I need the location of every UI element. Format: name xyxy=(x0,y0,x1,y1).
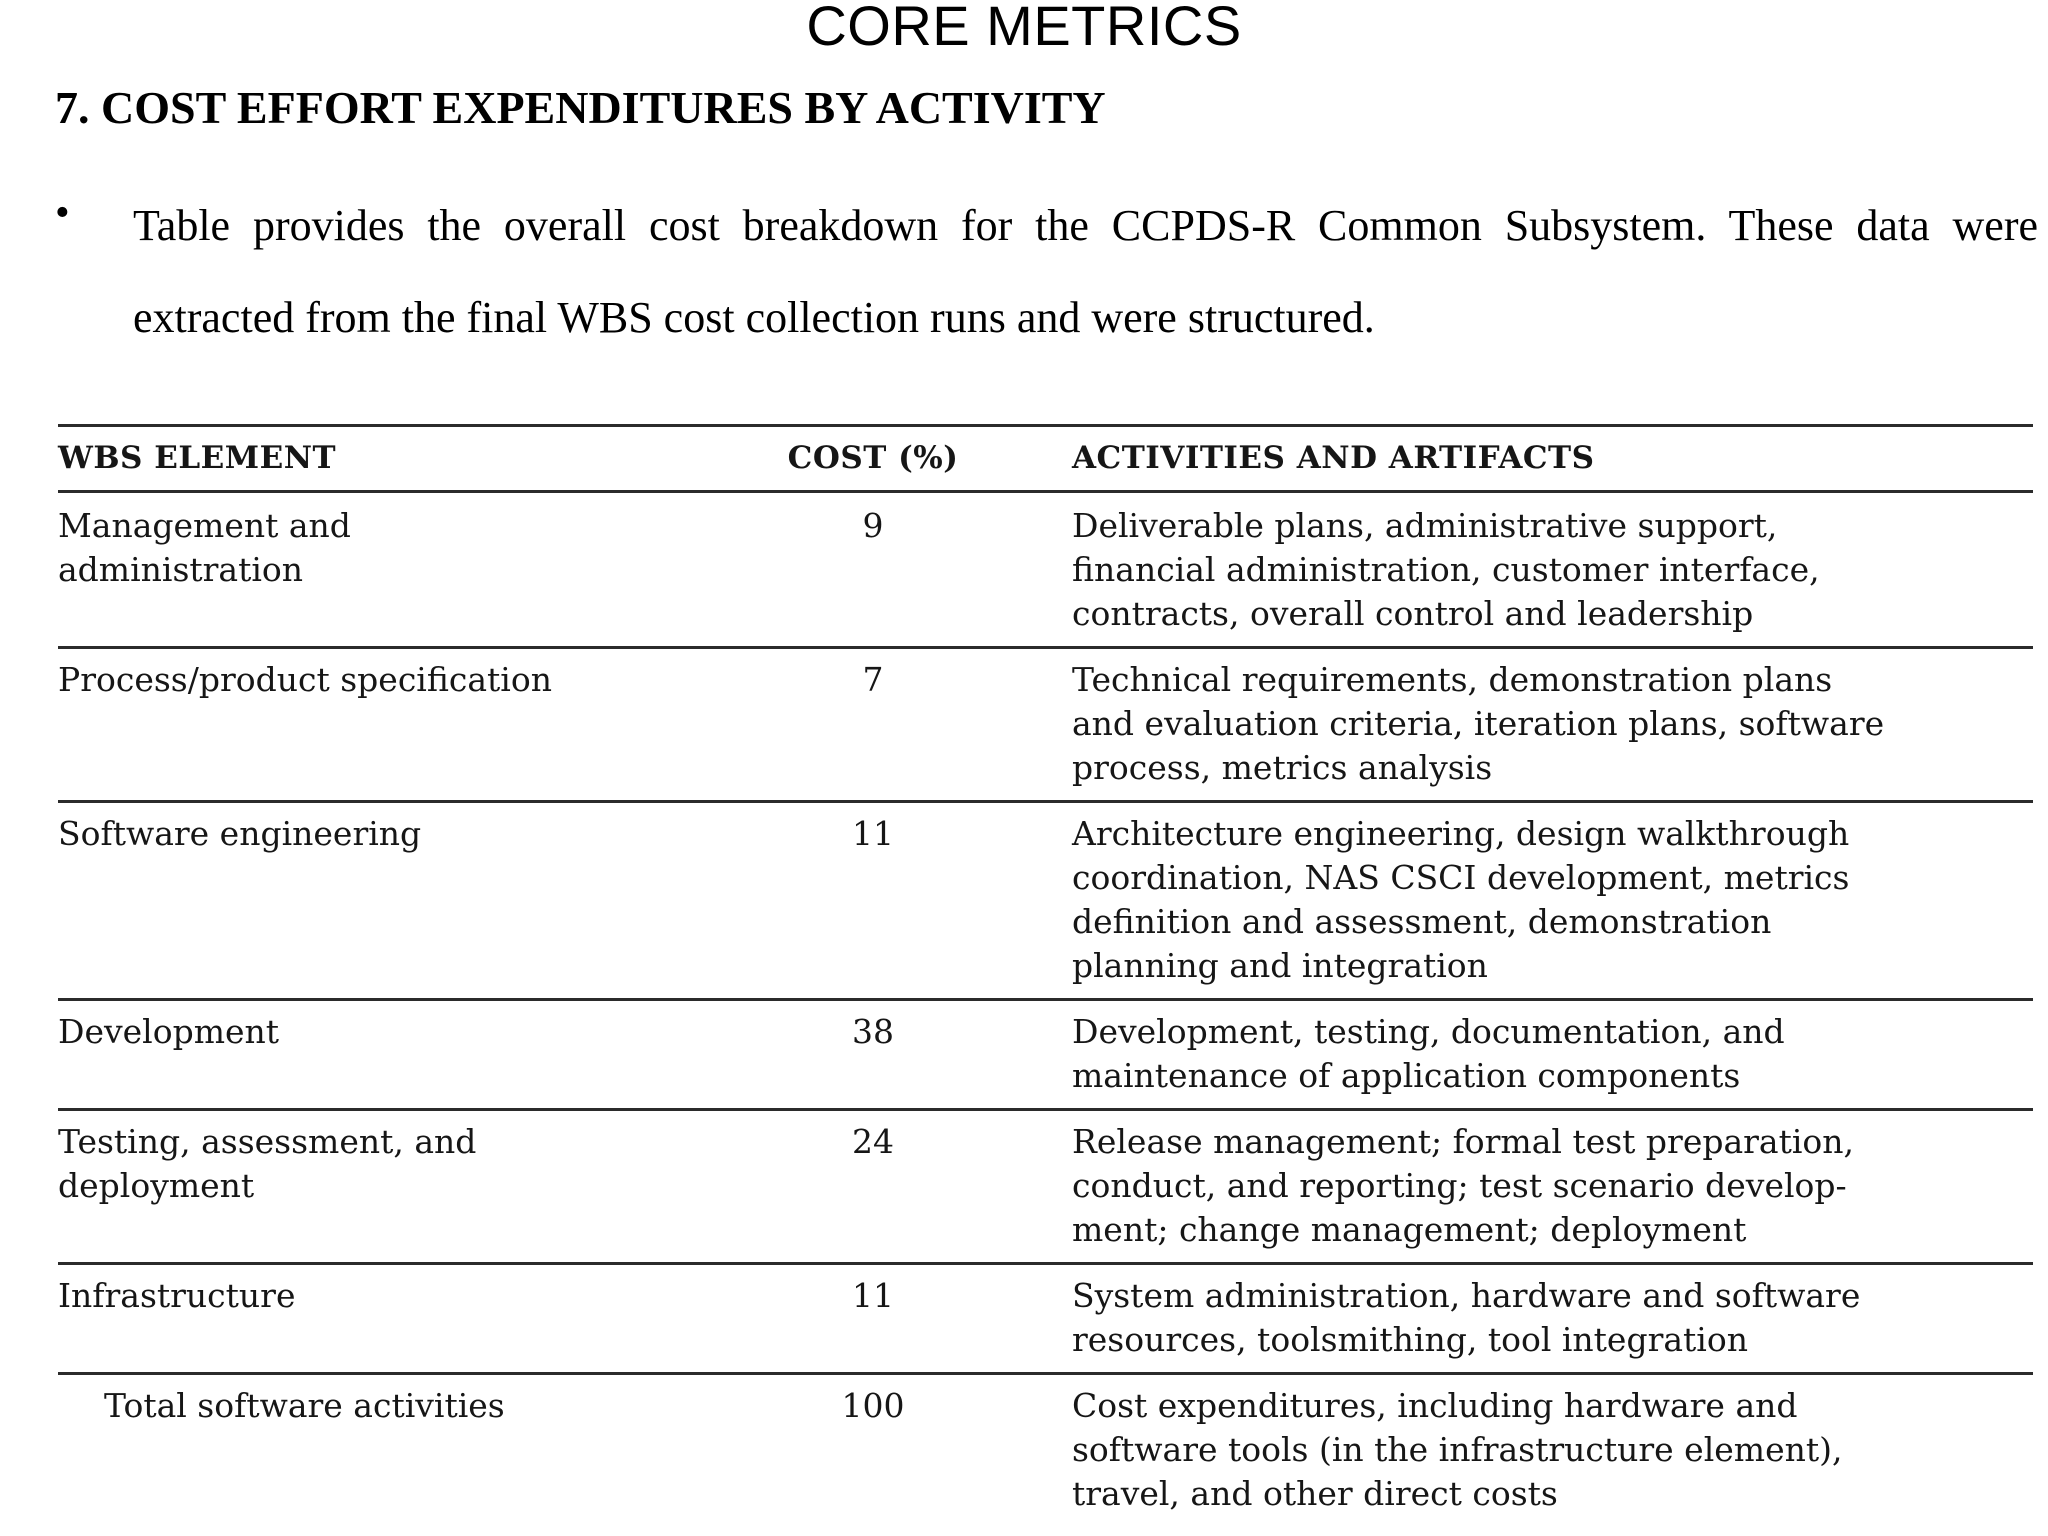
table-row-total xyxy=(58,1374,2033,1524)
table-row xyxy=(58,648,2033,798)
header-activities: ACTIVITIES AND ARTIFACTS xyxy=(1072,440,1595,476)
wbs-element-cell: Total software activities xyxy=(104,1386,505,1425)
table-row xyxy=(58,494,2033,644)
activities-cell: Deliverable plans, administrative support, financial administration, customer interface, contracts, overall control and leadership xyxy=(1072,506,1820,633)
cost-cell: 7 xyxy=(862,660,884,699)
wbs-element-cell: Software engineering xyxy=(58,814,422,853)
header-wbs-element: WBS ELEMENT xyxy=(58,440,337,476)
cost-cell: 11 xyxy=(852,1276,894,1315)
slide-title: CORE METRICS xyxy=(806,0,1242,57)
table-row xyxy=(58,1110,2033,1260)
header-cost: COST (%) xyxy=(787,440,959,476)
bullet-marker: • xyxy=(55,190,70,236)
bullet-text: Table provides the overall cost breakdown for the CCPDS-R Common Subsystem. These data were extracted from the final WBS cost collection runs and were structured. xyxy=(133,201,2038,342)
cost-cell: 38 xyxy=(852,1012,894,1051)
cost-cell: 9 xyxy=(862,506,884,545)
wbs-element-cell: Testing, assessment, and deployment xyxy=(58,1122,477,1205)
section-heading: 7. COST EFFORT EXPENDITURES BY ACTIVITY xyxy=(55,82,1106,133)
activities-cell: System administration, hardware and software resources, toolsmithing, tool integration xyxy=(1072,1276,1861,1359)
table-row xyxy=(58,1264,2033,1370)
header-bottom-rule xyxy=(58,490,2033,493)
table-row xyxy=(58,802,2033,996)
activities-cell: Technical requirements, demonstration plans and evaluation criteria, iteration plans, software process, metrics analysis xyxy=(1072,660,1885,787)
cost-cell: 24 xyxy=(852,1122,894,1161)
cost-breakdown-table xyxy=(58,418,2033,1530)
wbs-element-cell: Infrastructure xyxy=(58,1276,296,1315)
cost-cell: 11 xyxy=(852,814,894,853)
activities-cell: Cost expenditures, including hardware and software tools (in the infrastructure element), travel, and other direct costs xyxy=(1072,1386,1843,1513)
activities-cell: Architecture engineering, design walkthrough coordination, NAS CSCI development, metrics definition and assessment, demonstration planning and integration xyxy=(1072,814,1850,985)
activities-cell: Development, testing, documentation, and maintenance of application components xyxy=(1072,1012,1785,1095)
table-top-rule xyxy=(58,424,2033,427)
activities-cell: Release management; formal test preparation, conduct, and reporting; test scenario develop- ment; change management; deployment xyxy=(1072,1122,1855,1249)
table-row xyxy=(58,1000,2033,1106)
cost-cell: 100 xyxy=(841,1386,905,1425)
wbs-element-cell: Development xyxy=(58,1012,280,1051)
wbs-element-cell: Management and administration xyxy=(58,506,351,589)
wbs-element-cell: Process/product specification xyxy=(58,660,552,699)
